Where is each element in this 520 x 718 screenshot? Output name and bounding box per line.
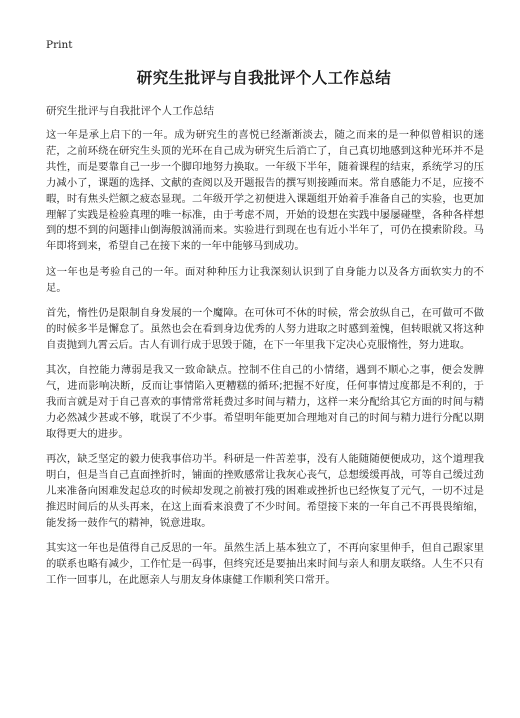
document-subtitle: 研究生批评与自我批评个人工作总结 (46, 105, 214, 117)
paragraph: 其实这一年也是值得自己反思的一年。虽然生活上基本独立了，不再向家里伸手，但自己跟家里的联系也略有减少，工作忙是一码事，但终究还是要抽出来时间与亲人和朋友联络。人生不只有工作一回事儿，在此愿亲人与朋友身体康健工作顺利笑口常开。 (46, 542, 484, 587)
paragraph: 其次，自控能力薄弱是我又一致命缺点。控制不住自己的小情绪，遇到不顺心之事，便会发脾气，进而影响决断，反而让事情陷入更糟糕的循环;把握不好度，任何事情过度都是不利的，于我而言就是对于自己喜欢的事情常常耗费过多时间与精力，这样一来分配给其它方面的时间与精力必然减少甚或不够，耽误了不少事。希望明年能更加合理地对自己的时间与精力进行分配以期取得更大的进步。 (46, 364, 484, 440)
print-link[interactable]: Print (46, 39, 73, 51)
document-body (46, 128, 484, 599)
paragraph: 这一年是承上启下的一年。成为研究生的喜悦已经渐渐淡去，随之而来的是一种似曾相识的迷茫，之前环绕在研究生头顶的光环在自己成为研究生后消亡了，自己真切地感到这种光环并不是共性，而是要靠自己一步一个脚印地努力换取。一年级下半年，随着课程的结束，系统学习的压力减小了，课题的选择、文献的查阅以及开题报告的撰写则接踵而来。常自感能力不足，应接不暇，时有焦头烂额之疲态显现。二年级开学之初便进入课题组开始着手准备自己的实验，也更加理解了实践是检验真理的唯一标准，由于考虑不周，开始的设想在实践中屡屡碰壁，各种各样想到的想不到的问题排山倒海般汹涌而来。实验进行到现在也有近小半年了，可仍在摸索阶段。马年即将到来，希望自己在接下来的一年中能够马到成功。 (46, 129, 484, 253)
paragraph: 再次，缺乏坚定的毅力使我事倍功半。科研是一件苦差事，没有人能随随便便成功，这个道理我明白，但是当自己直面挫折时，铺面的挫败感常让我灰心丧气，总想缓缓再战，可等自己缓过劲儿来准备向困难发起总攻的时候却发现之前被打残的困难或挫折也已经恢复了元气，一切不过是推迟时间后的从头再来，在这上面看来浪费了不少时间。希望接下来的一年自己不再畏畏缩缩，能发扬一鼓作气的精神，锐意进取。 (46, 453, 484, 529)
paragraph: 这一年也是考验自己的一年。面对种种压力让我深刻认识到了自身能力以及各方面软实力的不足。 (46, 265, 484, 294)
paragraph: 首先，惰性仍是限制自身发展的一个魔障。在可休可不休的时候，常会放纵自己，在可做可不做的时候多半是懈怠了。虽然也会在看到身边优秀的人努力进取之时感到羞愧，但转眼就又将这种自责抛到九霄云后。古人有训行成于思毁于随，在下一年里我下定决心克服惰性，努力进取。 (46, 307, 484, 351)
page-title: 研究生批评与自我批评个人工作总结 (136, 69, 392, 87)
